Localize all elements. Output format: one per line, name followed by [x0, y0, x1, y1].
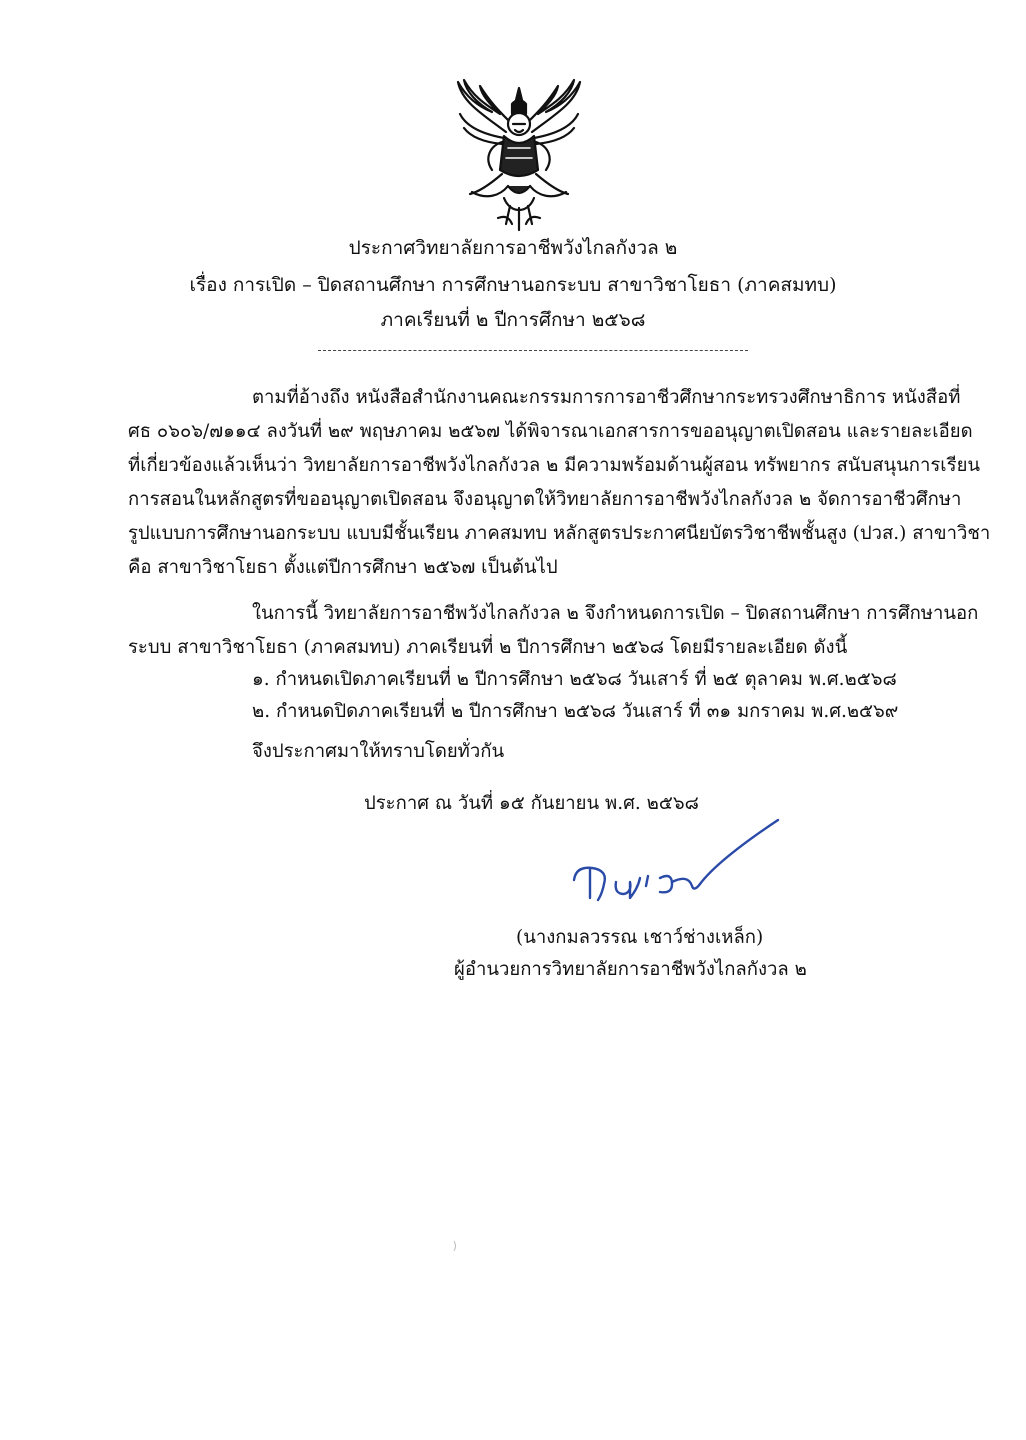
paragraph1-line: รูปแบบการศึกษานอกระบบ แบบมีชั้นเรียน ภาคสมทบ หลักสูตรประกาศนียบัตรวิชาชีพชั้นสูง (ปวส.) สาขาวิชา: [128, 523, 991, 544]
paragraph2-line: ระบบ สาขาวิชาโยธา (ภาคสมทบ) ภาคเรียนที่ ๒ ปีการศึกษา ๒๕๖๘ โดยมีรายละเอียด ดังนี้: [128, 637, 848, 658]
paragraph1-line: คือ สาขาวิชาโยธา ตั้งแต่ปีการศึกษา ๒๕๖๗ เป็นต้นไป: [128, 557, 558, 578]
announcement-title: ประกาศวิทยาลัยการอาชีพวังไกลกังวล ๒: [348, 237, 678, 259]
paragraph2-line: ในการนี้ วิทยาลัยการอาชีพวังไกลกังวล ๒ จึงกำหนดการเปิด – ปิดสถานศึกษา การศึกษานอก: [252, 603, 979, 624]
garuda-emblem-icon: [452, 74, 586, 234]
signer-name: (นางกมลวรรณ เชาว์ช่างเหล็ก): [516, 927, 764, 948]
schedule-item: ๑. กำหนดเปิดภาคเรียนที่ ๒ ปีการศึกษา ๒๕๖๘ วันเสาร์ ที่ ๒๕ ตุลาคม พ.ศ.๒๕๖๘: [252, 669, 897, 690]
paragraph1-line: การสอนในหลักสูตรที่ขออนุญาตเปิดสอน จึงอนุญาตให้วิทยาลัยการอาชีพวังไกลกังวล ๒ จัดการอาชีวศึกษา: [128, 489, 962, 510]
announcement-term: ภาคเรียนที่ ๒ ปีการศึกษา ๒๕๖๘: [380, 309, 646, 331]
schedule-item: ๒. กำหนดปิดภาคเรียนที่ ๒ ปีการศึกษา ๒๕๖๘ วันเสาร์ ที่ ๓๑ มกราคม พ.ศ.๒๕๖๙: [252, 701, 899, 722]
signature: [568, 816, 788, 906]
announcement-subject: เรื่อง การเปิด – ปิดสถานศึกษา การศึกษานอกระบบ สาขาวิชาโยธา (ภาคสมทบ): [189, 274, 837, 296]
announce-date: ประกาศ ณ วันที่ ๑๕ กันยายน พ.ศ. ๒๕๖๘: [364, 793, 699, 814]
paragraph1-line: ศธ ๐๖๐๖/๗๑๑๔ ลงวันที่ ๒๙ พฤษภาคม ๒๕๖๗ ได้พิจารณาเอกสารการขออนุญาตเปิดสอน และรายละเอียด: [128, 421, 973, 442]
paragraph1-line: ที่เกี่ยวข้องแล้วเห็นว่า วิทยาลัยการอาชีพวังไกลกังวล ๒ มีความพร้อมด้านผู้สอน ทรัพยากร สนับสนุนการเรียน: [128, 455, 981, 476]
header-divider: [318, 350, 748, 351]
closing-text: จึงประกาศมาให้ทราบโดยทั่วกัน: [252, 741, 505, 762]
stray-mark-icon: [452, 1240, 458, 1252]
signer-position: ผู้อำนวยการวิทยาลัยการอาชีพวังไกลกังวล ๒: [454, 959, 807, 980]
paragraph1-line: ตามที่อ้างถึง หนังสือสำนักงานคณะกรรมการการอาชีวศึกษากระทรวงศึกษาธิการ หนังสือที่: [252, 387, 961, 408]
